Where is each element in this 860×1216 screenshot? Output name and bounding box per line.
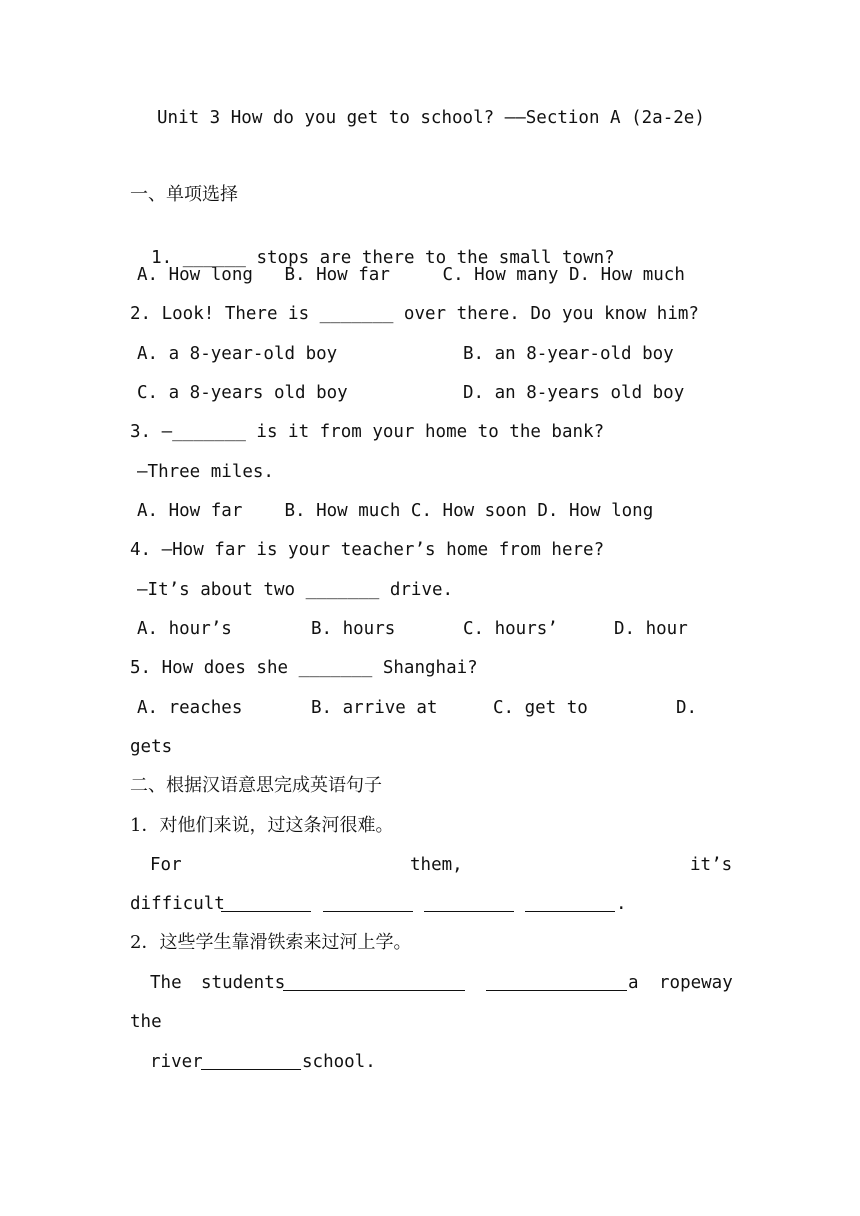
fill-blank — [424, 910, 514, 912]
sentence-1-word-its: it’s — [690, 855, 733, 875]
question-5-option-d: D. — [676, 698, 698, 718]
page-title: Unit 3 How do you get to school? ——Section A (2a-2e) — [157, 108, 705, 128]
question-3: 3. —_______ is it from your home to the bank? — [130, 422, 605, 442]
question-4-answer: —It’s about two _______ drive. — [137, 580, 454, 600]
sentence-2-word-the: The — [150, 973, 182, 993]
question-4-option-d: D. hour — [614, 619, 688, 639]
sentence-1-word-them: them, — [410, 855, 463, 875]
question-4: 4. —How far is your teacher’s home from here? — [130, 540, 605, 560]
fill-blank — [201, 1068, 301, 1070]
section-heading-2: 二、根据汉语意思完成英语句子 — [130, 775, 382, 796]
question-5-option-d-text: gets — [130, 737, 173, 757]
sentence-1-period: . — [616, 894, 627, 914]
question-1 — [130, 225, 615, 269]
fill-blank — [525, 910, 615, 912]
sentence-1-word-for: For — [150, 855, 182, 875]
fill-blank — [283, 989, 465, 991]
sentence-1-word-difficult: difficult — [130, 894, 225, 914]
question-2-option-d: D. an 8-years old boy — [463, 383, 685, 403]
sentence-2-word-ropeway: ropeway — [659, 973, 733, 993]
fill-blank — [221, 910, 311, 912]
question-1-options: A. How long B. How far C. How many D. How much — [137, 265, 685, 285]
question-5-option-a: A. reaches — [137, 698, 243, 718]
question-2-option-c: C. a 8-years old boy — [137, 383, 348, 403]
question-5-option-c: C. get to — [493, 698, 588, 718]
question-4-option-c: C. hours’ — [463, 619, 558, 639]
question-2: 2. Look! There is _______ over there. Do you know him? — [130, 304, 699, 324]
question-3-answer: —Three miles. — [137, 462, 274, 482]
sentence-2-word-students: students — [201, 973, 286, 993]
fill-blank — [486, 989, 627, 991]
question-3-options: A. How far B. How much C. How soon D. How long — [137, 501, 654, 521]
question-2-option-a: A. a 8-year-old boy — [137, 344, 338, 364]
question-2-option-b: B. an 8-year-old boy — [463, 344, 674, 364]
answer-blank: ______ — [182, 248, 246, 268]
question-number: 1. — [151, 248, 173, 268]
question-5-option-b: B. arrive at — [311, 698, 438, 718]
section-heading-1: 一、单项选择 — [130, 184, 238, 205]
question-4-option-a: A. hour’s — [137, 619, 232, 639]
question-4-option-b: B. hours — [311, 619, 396, 639]
sentence-2-prompt: 2．这些学生靠滑铁索来过河上学。 — [130, 932, 412, 953]
sentence-2-word-a: a — [628, 973, 639, 993]
sentence-2-word-the-2: the — [130, 1012, 162, 1032]
sentence-2-word-school: school. — [302, 1052, 376, 1072]
sentence-2-word-river: river — [150, 1052, 203, 1072]
fill-blank — [323, 910, 413, 912]
question-5: 5. How does she _______ Shanghai? — [130, 658, 478, 678]
question-text: stops are there to the small town? — [256, 248, 615, 268]
sentence-1-prompt: 1．对他们来说，过这条河很难。 — [130, 815, 394, 836]
